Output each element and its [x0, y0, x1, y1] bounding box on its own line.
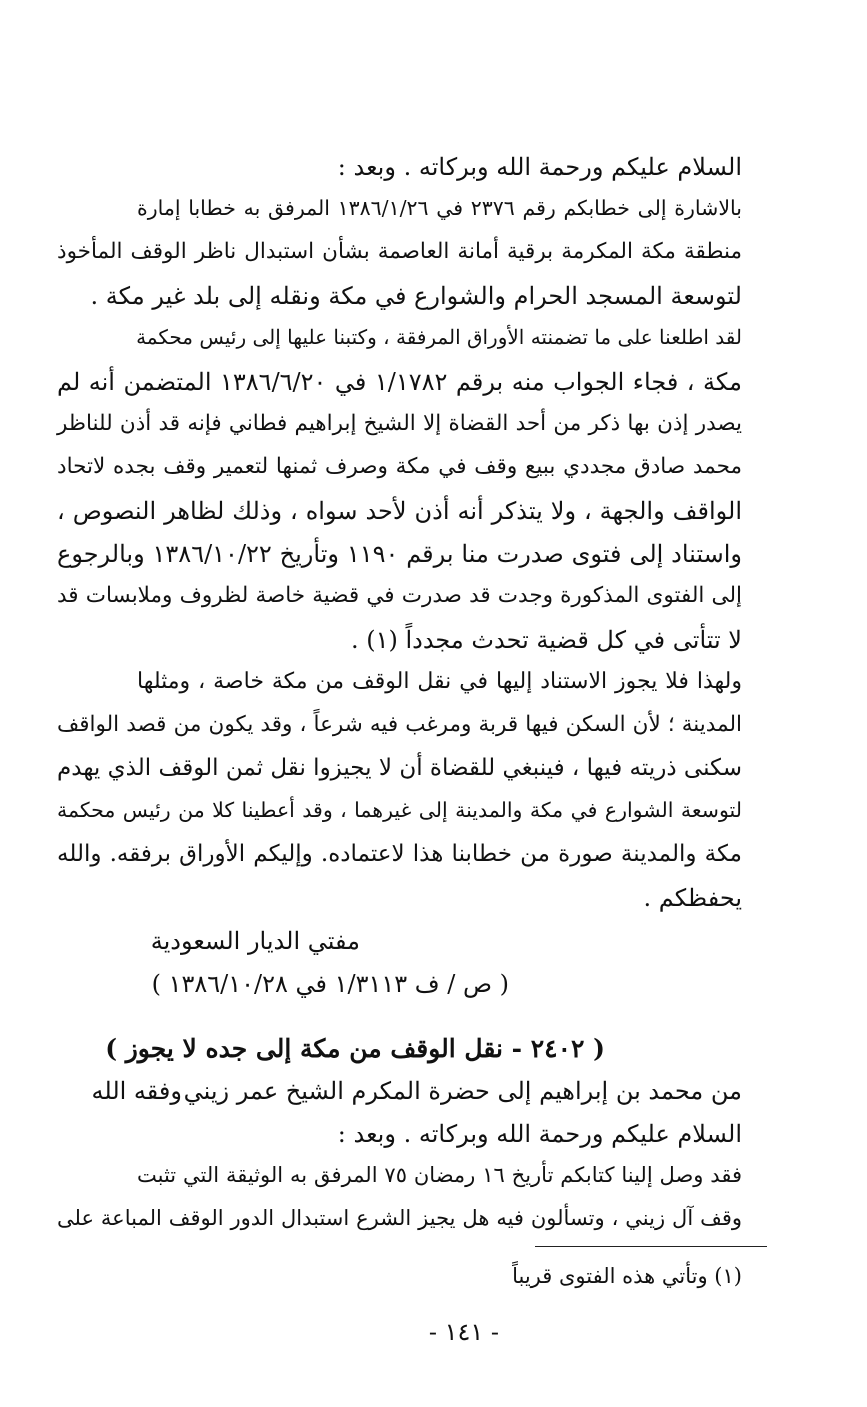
section-title: ( ٢٤٠٢ - نقل الوقف من مكة إلى جده لا يجوز ) [105, 1034, 605, 1063]
footnote: (١) وتأتي هذه الفتوى قريباً [512, 1264, 742, 1288]
footnote-divider [535, 1246, 767, 1247]
body-line: لقد اطلعنا على ما تضمنته الأوراق المرفقة ، وكتبنا عليها إلى رئيس محكمة [136, 325, 742, 349]
body-line: لا تتأتى في كل قضية تحدث مجدداً (١) . [350, 626, 742, 654]
body-line: إلى الفتوى المذكورة وجدت قد صدرت في قضية خاصة لظروف وملابسات قد [57, 583, 742, 608]
body-line: فقد وصل إلينا كتابكم تأريخ ١٦ رمضان ٧٥ المرفق به الوثيقة التي تثبت [137, 1163, 742, 1187]
body-line: بالاشارة إلى خطابكم رقم ٢٣٧٦ في ١٣٨٦/١/٢٦ المرفق به خطابا إمارة [137, 196, 742, 220]
body-line: لتوسعة المسجد الحرام والشوارع في مكة ونقله إلى بلد غير مكة . [90, 282, 742, 310]
body-line: المدينة ؛ لأن السكن فيها قربة ومرغب فيه شرعاً ، وقد يكون من قصد الواقف [57, 712, 742, 737]
from-line: من محمد بن إبراهيم إلى حضرة المكرم الشيخ عمر زيني [183, 1077, 742, 1105]
body-line: وقف آل زيني ، وتسألون فيه هل يجيز الشرع استبدال الدور الوقف المباعة على [57, 1206, 742, 1230]
body-line: واستناد إلى فتوى صدرت منا برقم ١١٩٠ وتأريخ ١٣٨٦/١٠/٢٢ وبالرجوع [57, 540, 742, 568]
body-line: يحفظكم . [643, 884, 742, 912]
body-line: سكنى ذريته فيها ، فينبغي للقضاة أن لا يجيزوا نقل ثمن الوقف الذي يهدم [57, 755, 742, 781]
body-line: محمد صادق مجددي ببيع وقف في مكة وصرف ثمنها لتعمير وقف بجده لاتحاد [57, 454, 742, 479]
body-line: الواقف والجهة ، ولا يتذكر أنه أذن لأحد سواه ، وذلك لظاهر النصوص ، [57, 497, 742, 525]
blessing: وفقه الله [91, 1077, 182, 1105]
signature: مفتي الديار السعودية [150, 927, 360, 955]
body-line: ولهذا فلا يجوز الاستناد إليها في نقل الوقف من مكة خاصة ، ومثلها [137, 669, 742, 694]
body-line: منطقة مكة المكرمة برقية أمانة العاصمة بشأن استبدال ناظر الوقف المأخوذ [57, 239, 742, 264]
body-line: مكة ، فجاء الجواب منه برقم ١/١٧٨٢ في ١٣٨٦/٦/٢٠ المتضمن أنه لم [57, 368, 743, 396]
body-line: لتوسعة الشوارع في مكة والمدينة إلى غيرهما ، وقد أعطينا كلا من رئيس محكمة [57, 798, 742, 822]
greeting-line: السلام عليكم ورحمة الله وبركاته . وبعد : [337, 1120, 742, 1148]
greeting-line: السلام عليكم ورحمة الله وبركاته . وبعد : [337, 153, 742, 181]
reference-line: ( ص / ف ١/٣١١٣ في ١٣٨٦/١٠/٢٨ ) [151, 970, 509, 998]
body-line: يصدر إذن بها ذكر من أحد القضاة إلا الشيخ إبراهيم فطاني فإنه قد أذن للناظر [57, 411, 742, 436]
body-line: مكة والمدينة صورة من خطابنا هذا لاعتماده. وإليكم الأوراق برفقه. والله [57, 841, 742, 867]
page-number: - ١٤١ - [428, 1318, 499, 1346]
